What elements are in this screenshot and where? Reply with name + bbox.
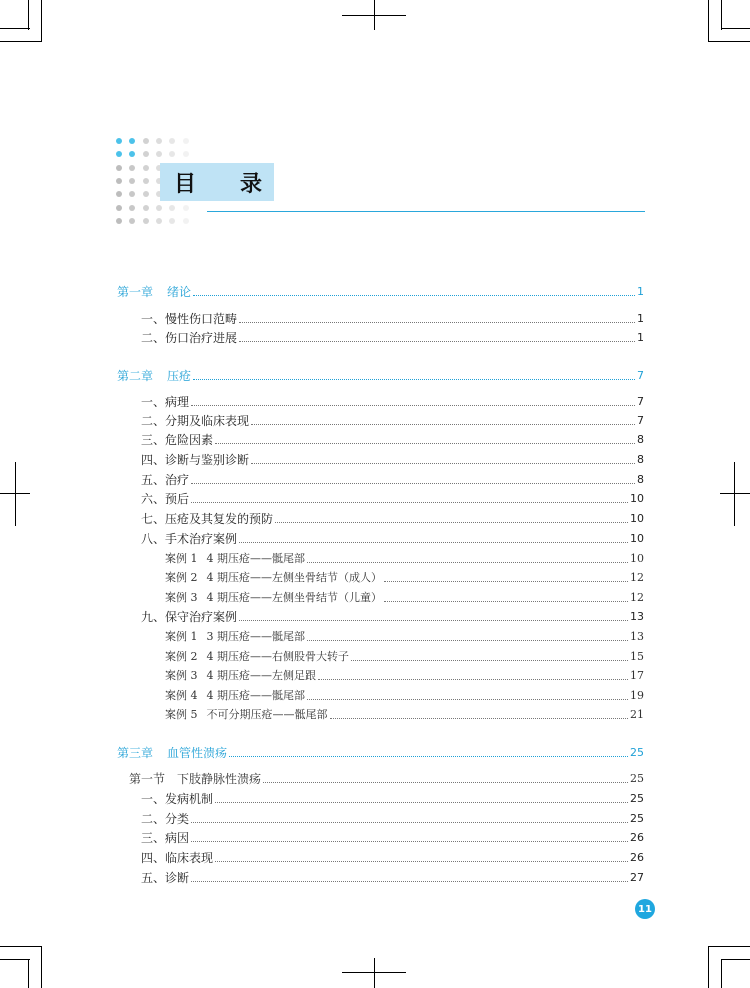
page-number: 15 xyxy=(630,650,644,663)
page-number: 25 xyxy=(630,746,644,759)
decorative-dot xyxy=(143,178,149,184)
dot-leader xyxy=(307,562,628,563)
entry-label: 二、分类 xyxy=(141,812,190,826)
decorative-dot xyxy=(156,205,162,211)
dot-leader xyxy=(215,443,635,444)
decorative-dot xyxy=(143,218,149,224)
dot-leader xyxy=(191,881,628,882)
page-number: 13 xyxy=(630,610,644,623)
toc-entry[interactable] xyxy=(141,610,644,624)
decorative-dot xyxy=(129,178,135,184)
decorative-dot xyxy=(169,151,175,157)
decorative-dot xyxy=(183,151,189,157)
dot-leader xyxy=(384,581,628,582)
entry-label: 三、病因 xyxy=(141,831,190,845)
chapter-label: 第一章 绪论 xyxy=(117,285,192,299)
decorative-dot xyxy=(129,191,135,197)
toc-entry[interactable] xyxy=(141,492,644,506)
toc-entry[interactable] xyxy=(141,532,644,546)
decorative-dot xyxy=(129,205,135,211)
toc-node-entry[interactable] xyxy=(129,772,644,786)
toc-case-entry[interactable] xyxy=(165,571,644,585)
toc-title-char-2: 录 xyxy=(240,171,263,197)
page-number: 8 xyxy=(637,473,644,486)
dot-leader xyxy=(251,463,635,464)
entry-label: 一、病理 xyxy=(141,395,190,409)
case-label: 案例 2 4 期压疮——右侧股骨大转子 xyxy=(165,650,349,663)
chapter-label: 第二章 压疮 xyxy=(117,369,192,383)
page-number: 12 xyxy=(630,571,644,584)
toc-chapter-1[interactable] xyxy=(117,285,644,299)
page-number: 17 xyxy=(630,669,644,682)
page-number: 27 xyxy=(630,871,644,884)
entry-label: 六、预后 xyxy=(141,492,190,506)
page-number: 8 xyxy=(637,433,644,446)
entry-label: 第一节 下肢静脉性溃疡 xyxy=(129,772,262,786)
toc-case-entry[interactable] xyxy=(165,650,644,664)
dot-leader xyxy=(318,679,628,680)
toc-entry[interactable] xyxy=(141,312,644,326)
page-number: 10 xyxy=(630,512,644,525)
toc-case-entry[interactable] xyxy=(165,669,644,683)
decorative-dot xyxy=(169,218,175,224)
decorative-dot xyxy=(143,151,149,157)
toc-entry[interactable] xyxy=(141,831,644,845)
toc-case-entry[interactable] xyxy=(165,591,644,605)
case-label: 案例 3 4 期压疮——左侧足跟 xyxy=(165,669,316,682)
dot-leader xyxy=(384,601,628,602)
decorative-dot xyxy=(143,138,149,144)
page-number: 26 xyxy=(630,851,644,864)
dot-leader xyxy=(191,841,628,842)
toc-title-char-1: 目 xyxy=(174,171,197,197)
page-number: 26 xyxy=(630,831,644,844)
page-number: 8 xyxy=(637,453,644,466)
case-label: 案例 1 4 期压疮——骶尾部 xyxy=(165,552,305,565)
decorative-dot xyxy=(116,218,122,224)
dot-leader xyxy=(307,640,628,641)
dot-leader xyxy=(215,802,628,803)
toc-chapter-2[interactable] xyxy=(117,369,644,383)
case-label: 案例 4 4 期压疮——骶尾部 xyxy=(165,689,305,702)
decorative-dot xyxy=(156,151,162,157)
decorative-dot xyxy=(183,138,189,144)
case-label: 案例 2 4 期压疮——左侧坐骨结节（成人） xyxy=(165,571,382,584)
toc-entry[interactable] xyxy=(141,414,644,428)
dot-leader xyxy=(239,322,635,323)
toc-case-entry[interactable] xyxy=(165,552,644,566)
page-number: 21 xyxy=(630,708,644,721)
decorative-dot xyxy=(143,191,149,197)
dot-leader xyxy=(239,341,635,342)
toc-case-entry[interactable] xyxy=(165,708,644,722)
page-number-badge: 11 xyxy=(635,899,655,919)
entry-label: 五、诊断 xyxy=(141,871,190,885)
dot-leader xyxy=(330,718,629,719)
decorative-dot xyxy=(116,191,122,197)
entry-label: 一、慢性伤口范畴 xyxy=(141,312,238,326)
dot-leader xyxy=(193,295,635,296)
entry-label: 四、诊断与鉴别诊断 xyxy=(141,453,250,467)
dot-leader xyxy=(191,405,635,406)
decorative-dot xyxy=(169,205,175,211)
decorative-dot xyxy=(143,165,149,171)
entry-label: 二、伤口治疗进展 xyxy=(141,331,238,345)
entry-label: 七、压疮及其复发的预防 xyxy=(141,512,274,526)
page-number: 25 xyxy=(630,792,644,805)
dot-leader xyxy=(239,542,628,543)
page-number: 1 xyxy=(637,285,644,298)
toc-entry[interactable] xyxy=(141,851,644,865)
toc-case-entry[interactable] xyxy=(165,689,644,703)
dot-leader xyxy=(191,822,628,823)
case-label: 案例 3 4 期压疮——左侧坐骨结节（儿童） xyxy=(165,591,382,604)
entry-label: 五、治疗 xyxy=(141,473,190,487)
dot-leader xyxy=(191,483,635,484)
toc-entry[interactable] xyxy=(141,395,644,409)
toc-entry[interactable] xyxy=(141,871,644,885)
entry-label: 二、分期及临床表现 xyxy=(141,414,250,428)
decorative-dot xyxy=(129,218,135,224)
page-number: 7 xyxy=(637,414,644,427)
page-number: 10 xyxy=(630,552,644,565)
page-number: 10 xyxy=(630,492,644,505)
entry-label: 四、临床表现 xyxy=(141,851,214,865)
page-number: 10 xyxy=(630,532,644,545)
decorative-dot xyxy=(129,151,135,157)
entry-label: 八、手术治疗案例 xyxy=(141,532,238,546)
page-number: 1 xyxy=(637,312,644,325)
decorative-dot xyxy=(116,205,122,211)
toc-entry[interactable] xyxy=(141,433,644,447)
toc-entry[interactable] xyxy=(141,812,644,826)
dot-leader xyxy=(215,861,628,862)
decorative-dot xyxy=(143,205,149,211)
decorative-dot xyxy=(129,165,135,171)
toc-entry[interactable] xyxy=(141,331,644,345)
page-number: 7 xyxy=(637,395,644,408)
page-number: 1 xyxy=(637,331,644,344)
decorative-dot xyxy=(116,178,122,184)
dot-leader xyxy=(191,502,628,503)
entry-label: 一、发病机制 xyxy=(141,792,214,806)
dot-leader xyxy=(307,699,628,700)
dot-leader xyxy=(193,379,635,380)
toc-entry[interactable] xyxy=(141,792,644,806)
toc-entry[interactable] xyxy=(141,453,644,467)
toc-entry[interactable] xyxy=(141,473,644,487)
page-number: 19 xyxy=(630,689,644,702)
toc-chapter-3[interactable] xyxy=(117,746,644,760)
decorative-dot xyxy=(129,138,135,144)
page-number: 25 xyxy=(630,772,644,785)
toc-entry[interactable] xyxy=(141,512,644,526)
page-number: 12 xyxy=(630,591,644,604)
page-number: 7 xyxy=(637,369,644,382)
decorative-dot xyxy=(183,218,189,224)
decorative-dot xyxy=(116,165,122,171)
case-label: 案例 1 3 期压疮——骶尾部 xyxy=(165,630,305,643)
decorative-dot xyxy=(169,138,175,144)
page-number: 13 xyxy=(630,630,644,643)
dot-leader xyxy=(351,660,628,661)
page-number: 25 xyxy=(630,812,644,825)
decorative-dot xyxy=(116,138,122,144)
dot-leader xyxy=(251,424,635,425)
decorative-dot xyxy=(183,205,189,211)
decorative-dot xyxy=(116,151,122,157)
decorative-dot xyxy=(156,218,162,224)
chapter-label: 第三章 血管性溃疡 xyxy=(117,746,228,760)
dot-leader xyxy=(239,620,628,621)
dot-leader xyxy=(229,756,628,757)
dot-leader xyxy=(275,522,628,523)
dot-leader xyxy=(263,782,628,783)
toc-title xyxy=(160,163,274,201)
case-label: 案例 5 不可分期压疮——骶尾部 xyxy=(165,708,328,721)
toc-case-entry[interactable] xyxy=(165,630,644,644)
title-underline xyxy=(207,211,645,212)
decorative-dot xyxy=(156,138,162,144)
entry-label: 三、危险因素 xyxy=(141,433,214,447)
entry-label: 九、保守治疗案例 xyxy=(141,610,238,624)
